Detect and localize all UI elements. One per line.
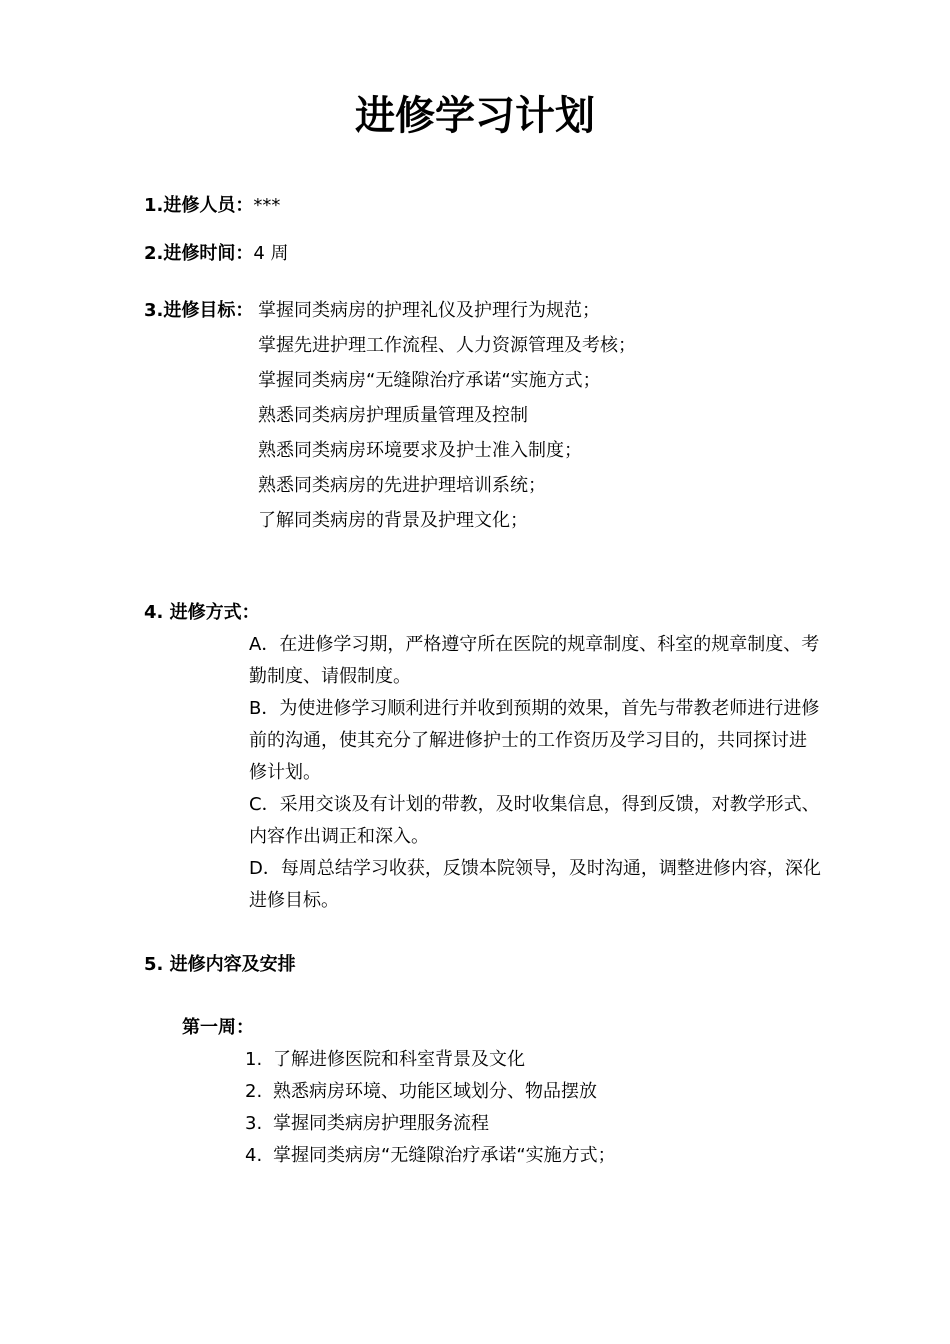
week-item [245,1144,616,1168]
duration-label: 2.进修时间： [144,243,254,264]
content-heading [144,953,296,977]
week-item-number: 1. [245,1049,263,1070]
personnel-value: *** [253,195,281,216]
method-paragraph: D．每周总结学习收获，反馈本院领导，及时沟通，调整进修内容，深化进修目标。 [249,858,821,911]
week-item-text: 熟悉病房环境、功能区域划分、物品摆放 [273,1081,597,1102]
method-paragraph: B．为使进修学习顺利进行并收到预期的效果，首先与带教老师进行进修前的沟通，使其充分了解进修护士的工作资历及学习目的，共同探讨进修计划。 [249,698,820,783]
week-item [245,1080,597,1104]
goal-item: 掌握同类病房的护理礼仪及护理行为规范； [258,300,600,321]
methods-heading [144,601,260,625]
goal-item: 熟悉同类病房护理质量管理及控制 [258,405,528,426]
method-paragraph: C．采用交谈及有计划的带教，及时收集信息，得到反馈，对教学形式、内容作出调正和深入。 [249,794,820,847]
week-item-number: 3. [245,1113,263,1134]
personnel-label: 1.进修人员： [144,195,254,216]
goal-item: 熟悉同类病房环境要求及护士准入制度； [258,440,582,461]
week1-heading: 第一周： [182,1017,254,1038]
week-item [245,1112,489,1136]
week-item-text: 掌握同类病房护理服务流程 [273,1113,489,1134]
week-item-number: 4. [245,1145,263,1166]
duration-row [144,242,289,266]
goal-item: 掌握同类病房“无缝隙治疗承诺“实施方式； [258,370,601,391]
goal-item: 了解同类病房的背景及护理文化； [258,510,528,531]
week-item [245,1048,525,1072]
duration-value: 4 周 [253,243,289,264]
goals-label: 3.进修目标： [144,300,254,321]
goal-item: 掌握先进护理工作流程、人力资源管理及考核； [258,335,636,356]
goal-item: 熟悉同类病房的先进护理培训系统； [258,475,546,496]
personnel-row [144,194,280,218]
week-item-text: 了解进修医院和科室背景及文化 [273,1049,525,1070]
content-label: 5. 进修内容及安排 [144,954,296,975]
goals-label-row [144,299,253,323]
method-paragraph: A．在进修学习期，严格遵守所在医院的规章制度、科室的规章制度、考勤制度、请假制度。 [249,634,820,687]
week-item-text: 掌握同类病房“无缝隙治疗承诺“实施方式； [273,1145,616,1166]
page-title: 进修学习计划 [355,93,595,139]
week-item-number: 2. [245,1081,263,1102]
methods-label: 4. 进修方式： [144,602,260,623]
